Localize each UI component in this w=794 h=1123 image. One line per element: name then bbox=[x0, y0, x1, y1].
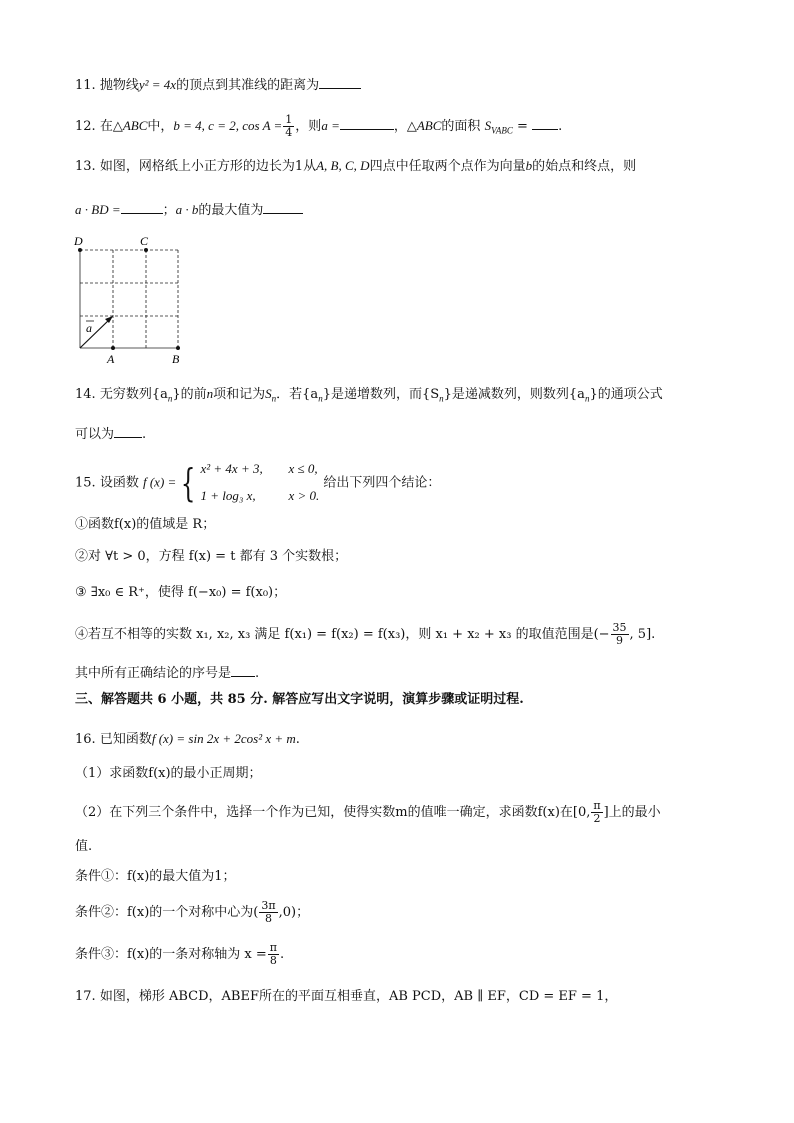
label-C: C bbox=[140, 234, 149, 248]
answer-blank bbox=[263, 199, 303, 214]
conclusion-3: ③ ∃x₀ ∈ R⁺，使得 f(−x₀) = f(x₀)； bbox=[75, 585, 287, 600]
condition-2: 条件②：f(x)的一个对称中心为( $\frac{3\pi}{8}$ ,0)； bbox=[75, 899, 310, 925]
question-16: 16. 已知函数f (x) = sin 2x + 2cos² x + m. bbox=[75, 731, 300, 747]
answer-blank bbox=[121, 199, 163, 214]
question-14-line2: 可以为 . bbox=[75, 423, 146, 444]
point-C bbox=[144, 248, 148, 252]
fraction: $\frac{35}{9}$ bbox=[612, 621, 627, 647]
answer-blank bbox=[114, 423, 142, 438]
conclusion-prompt: 其中所有正确结论的序号是 . bbox=[75, 662, 259, 683]
answer-blank bbox=[340, 115, 394, 130]
label-a: a bbox=[86, 321, 92, 335]
q16-part2-cont: 值. bbox=[75, 839, 93, 854]
label-B: B bbox=[172, 352, 180, 366]
q16-part2: （2）在下列三个条件中，选择一个作为已知，使得实数m的值唯一确定，求函数f(x)在[0, $\frac{\pi}{2}$ ]上的最小 bbox=[75, 799, 661, 825]
vector-a bbox=[80, 318, 111, 348]
question-12: 12. 在△ABC中，b = 4, c = 2, cos A = $\frac{1}{4}$ ，则a = ，△ABC的面积 $S_{VABC}$ = . bbox=[75, 113, 563, 139]
fraction: $\frac{3\pi}{8}$ bbox=[261, 899, 276, 925]
fraction: $\frac{1}{4}$ bbox=[285, 113, 293, 139]
conclusion-4: ④若互不相等的实数 x₁, x₂, x₃ 满足 f(x₁) = f(x₂) = f(x₃)，则 x₁ + x₂ + x₃ 的取值范围是(− $\frac{35}{9}$ , 5]. bbox=[75, 621, 656, 647]
question-13: 13. 如图，网格纸上小正方形的边长为1从A, B, C, D四点中任取两个点作为向量b的始点和终点，则 bbox=[75, 158, 637, 174]
brace-icon: { bbox=[181, 461, 196, 505]
section-heading: 三、解答题共 6 小题，共 85 分. 解答应写出文字说明，演算步骤或证明过程. bbox=[75, 692, 524, 707]
point-A bbox=[111, 346, 115, 350]
q11-number: 11. bbox=[75, 78, 96, 93]
answer-blank bbox=[319, 74, 361, 89]
question-15: 15. 设函数 f (x) = { x² + 4x + 3, x ≤ 0, 1 + log₃ x, x > 0. 给出下列四个结论： bbox=[75, 456, 440, 510]
condition-3: 条件③：f(x)的一条对称轴为 x = $\frac{\pi}{8}$ . bbox=[75, 941, 285, 967]
answer-blank bbox=[532, 115, 558, 130]
question-13-line2: a · BD = ；a · b的最大值为 bbox=[75, 199, 303, 220]
question-11: 11. 抛物线y² = 4x的顶点到其准线的距离为 bbox=[75, 74, 361, 95]
fraction: $\frac{\pi}{8}$ bbox=[269, 941, 278, 967]
condition-1: 条件①：f(x)的最大值为1； bbox=[75, 869, 236, 884]
label-A: A bbox=[107, 352, 115, 366]
q16-part1: （1）求函数f(x)的最小正周期； bbox=[75, 766, 262, 781]
conclusion-1: ①函数f(x)的值域是 R； bbox=[75, 517, 216, 532]
grid-figure bbox=[70, 232, 190, 368]
piecewise-cases: x² + 4x + 3, x ≤ 0, 1 + log₃ x, x > 0. bbox=[200, 461, 320, 503]
point-D bbox=[78, 248, 82, 252]
point-B bbox=[176, 346, 180, 350]
conclusion-2: ②对 ∀t > 0，方程 f(x) = t 都有 3 个实数根； bbox=[75, 549, 348, 564]
question-14: 14. 无穷数列$\{a_n\}$的前n项和记为$S_n$．若$\{a_n\}$是递增数列，而$\{S_n\}$是递减数列，则数列$\{a_n\}$的通项公式 bbox=[75, 386, 663, 404]
fraction: $\frac{\pi}{2}$ bbox=[593, 799, 601, 825]
answer-blank bbox=[231, 662, 255, 677]
question-17: 17. 如图，梯形 ABCD，ABEF所在的平面互相垂直，AB PCD，AB ∥ EF，CD = EF = 1， bbox=[75, 989, 618, 1004]
label-D: D bbox=[74, 234, 83, 248]
